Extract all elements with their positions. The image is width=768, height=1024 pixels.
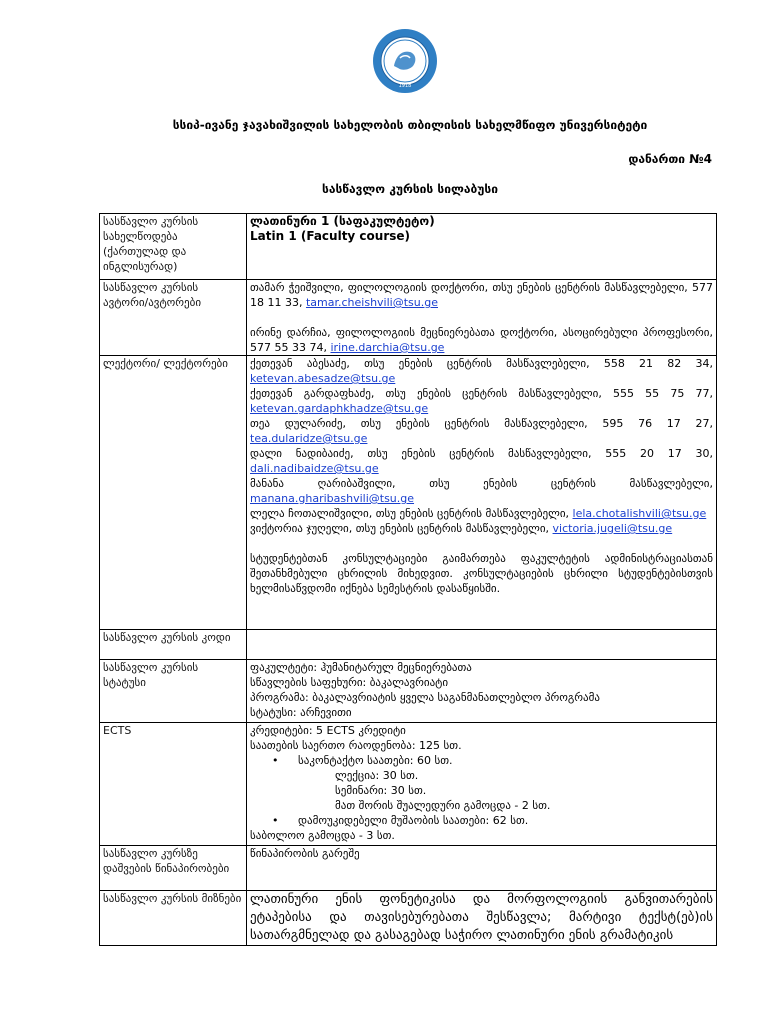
lecturer-entry [250,416,713,446]
table-row-goals [100,891,717,946]
lecturer-text: მანანა ღარიბაშვილი, თსუ ენების ცენტრის მასწავლებელი, [250,477,713,490]
author-email-link[interactable]: tamar.cheishvili@tsu.ge [305,296,438,309]
goals-label: სასწავლო კურსის მიზნები [100,891,247,946]
goals-value: ლათინური ენის ფონეტიკისა და მორფოლოგიის განვითარების ეტაპებისა და თავისებურებათა შესწავლა; მარტივი ტექსტ(ებ)ის სათარგმნელად და გასაგებად საჭირო ლათინური ენის გრამატიკის [247,891,717,946]
table-row-ects [100,723,717,846]
lecturer-email-link[interactable]: manana.gharibashvili@tsu.ge [250,492,415,505]
ects-credits: კრედიტები: 5 ECTS კრედიტი [250,724,406,737]
lecturer-entry [250,356,713,386]
ects-label: ECTS [100,723,247,846]
table-row-course-name [100,214,717,280]
lecturer-email-link[interactable]: ketevan.abesadze@tsu.ge [250,372,396,385]
lecturer-text: ლელა ჩოთალიშვილი, თსუ ენების ცენტრის მასწავლებელი, [250,507,570,520]
status-level: სწავლების საფეხური: ბაკალავრიატი [250,676,449,689]
lecturer-text: ქეთევან აბესაძე, თსუ ენების ცენტრის მასწავლებელი, 558 21 82 34, [250,357,713,370]
table-row-lecturers [100,356,717,630]
table-row-course-code [100,630,717,660]
lecturer-email-link[interactable]: lela.chotalishvili@tsu.ge [572,507,707,520]
course-name-en: Latin 1 (Faculty course) [250,229,411,243]
table-row-prerequisites [100,846,717,891]
author-entry [250,280,713,310]
course-code-label: სასწავლო კურსის კოდი [100,630,247,660]
lecturers-cell [247,356,717,630]
author-text: თამარ ჭეიშვილი, ფილოლოგიის დოქტორი, თსუ ენების ცენტრის მასწავლებელი, 577 18 11 33, [250,281,713,309]
status-program: პროგრამა: ბაკალავრიატის ყველა საგანმანათლებლო პროგრამა [250,691,600,704]
course-name-label: სასწავლო კურსის სახელწოდება (ქართულად და ინგლისურად) [100,214,247,280]
lecturers-label: ლექტორი/ ლექტორები [100,356,247,630]
logo-year: 1918 [398,83,412,89]
syllabus-table [99,213,717,946]
ects-cell [247,723,717,846]
lecturer-email-link[interactable]: dali.nadibaidze@tsu.ge [250,462,379,475]
lecturer-text: თეა დულარიძე, თსუ ენების ცენტრის მასწავლებელი, 595 76 17 27, [250,417,713,430]
prerequisites-value: წინაპირობის გარეშე [247,846,717,891]
lecturer-entry [250,386,713,416]
course-name-ka: ლათინური 1 (საფაკულტეტო) [250,214,435,228]
lecturer-text: ქეთევან გარდაფხაძე, თსუ ენების ცენტრის მასწავლებელი, 555 55 75 77, [250,387,713,400]
ects-total-hours: საათების საერთო რაოდენობა: 125 სთ. [250,739,462,752]
lecturer-email-link[interactable]: ketevan.gardaphkhadze@tsu.ge [250,402,429,415]
consultation-note: სტუდენტებთან კონსულტაციები გაიმართება ფაკულტეტის ადმინისტრაციასთან შეთანხმებული ცხრილის მიხედვით. კონსულტაციების ცხრილი სტუდენტებისთვის ხელმისაწვდომი იქნება სემესტრის დასაწყისში. [250,552,713,595]
ects-independent-hours: • დამოუკიდებელი მუშაობის საათები: 62 სთ. [250,813,713,828]
ects-midterm-hours: მათ შორის შუალედური გამოცდა - 2 სთ. [335,799,551,812]
university-seal-logo [372,28,438,94]
status-cell [247,660,717,723]
author-email-link[interactable]: irine.darchia@tsu.ge [330,341,445,354]
course-code-value [247,630,717,660]
ects-seminar-hours: სემინარი: 30 სთ. [335,784,427,797]
ects-final-exam: საბოლოო გამოცდა - 3 სთ. [250,829,395,842]
table-row-status [100,660,717,723]
status-faculty: ფაკულტეტი: ჰუმანიტარულ მეცნიერებათა [250,661,472,674]
syllabus-title: სასწავლო კურსის სილაბუსი [322,182,498,196]
course-name-cell [247,214,717,280]
authors-label: სასწავლო კურსის ავტორი/ავტორები [100,280,247,356]
lecturer-entry [250,506,713,521]
lecturer-entry [250,521,713,536]
author-entry [250,325,713,355]
lecturer-email-link[interactable]: victoria.jugeli@tsu.ge [552,522,673,535]
lecturer-email-link[interactable]: tea.dularidze@tsu.ge [250,432,368,445]
lecturer-entry [250,446,713,476]
ects-lecture-hours: ლექცია: 30 სთ. [335,769,419,782]
author-text: ირინე დარჩია, ფილოლოგიის მეცნიერებათა დოქტორი, ასოცირებული პროფესორი, 577 55 33 74, [250,326,713,354]
lecturer-entry [250,476,713,506]
lecturer-text: ვიქტორია ჯუღელი, თსუ ენების ცენტრის მასწავლებელი, [250,522,550,535]
authors-cell [247,280,717,356]
lecturer-text: დალი ნადიბაიძე, თსუ ენების ცენტრის მასწავლებელი, 555 20 17 30, [250,447,713,460]
prerequisites-label: სასწავლო კურსზე დაშვების წინაპირობები [100,846,247,891]
ects-contact-hours: • საკონტაქტო საათები: 60 სთ. [250,753,713,768]
university-title: სსიპ-ივანე ჯავახიშვილის სახელობის თბილისის სახელმწიფო უნივერსიტეტი [172,118,648,132]
status-type: სტატუსი: არჩევითი [250,706,352,719]
table-row-authors [100,280,717,356]
annex-number: დანართი №4 [628,152,712,166]
status-label: სასწავლო კურსის სტატუსი [100,660,247,723]
